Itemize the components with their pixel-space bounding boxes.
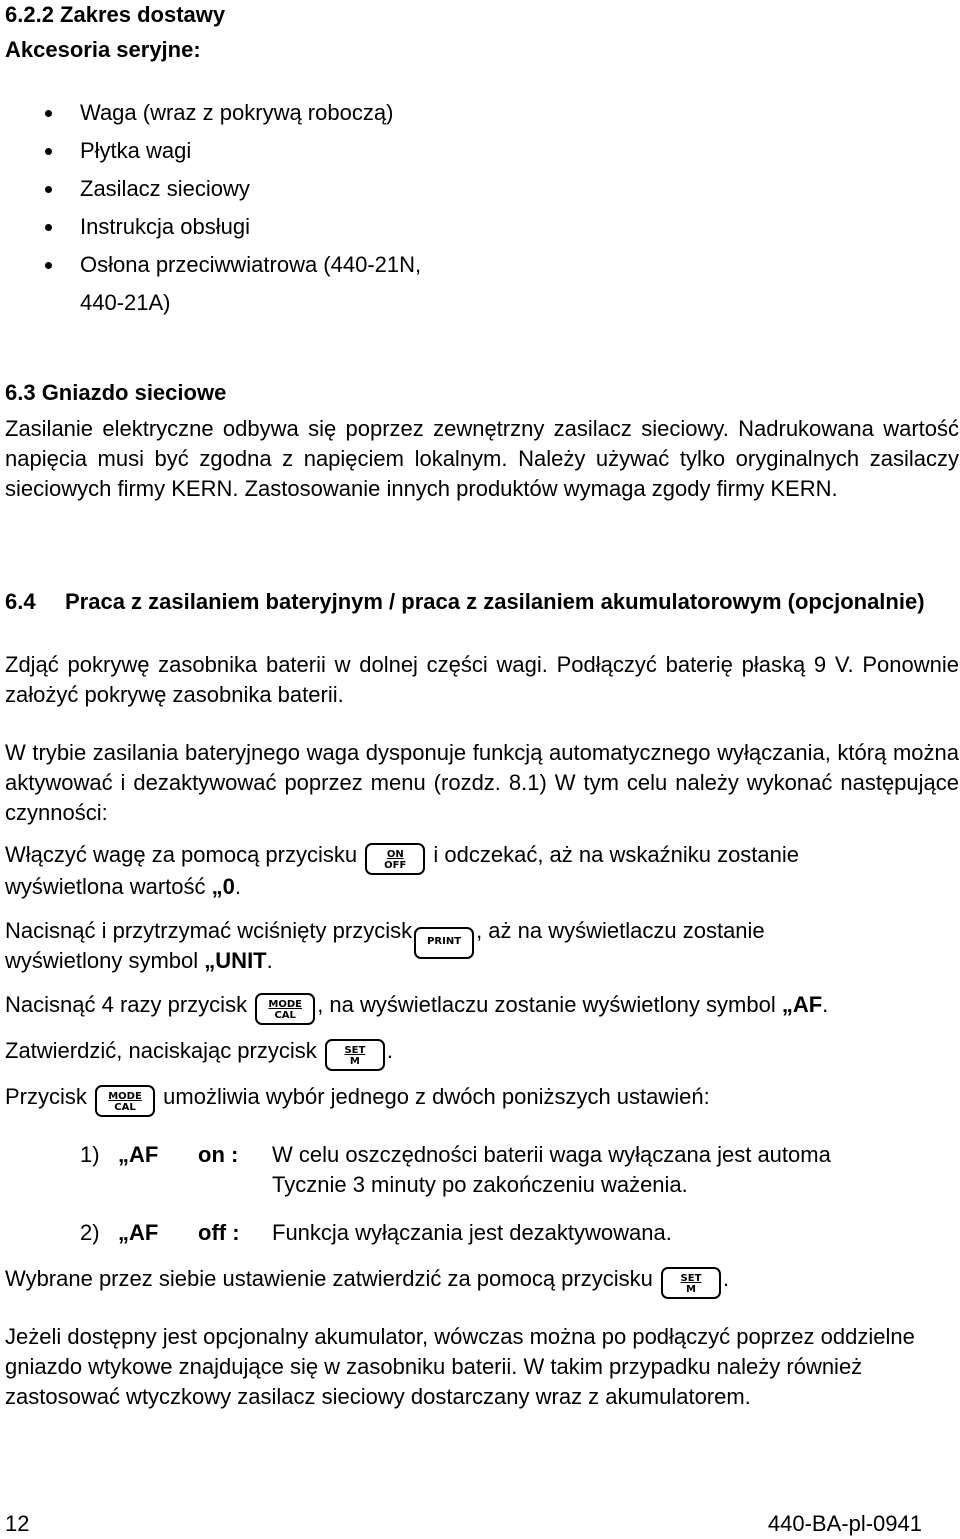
section-64-para2: W trybie zasilania bateryjnego waga dysponuje funkcją automatycznego wyłączania, którą można aktywować i dezaktywować poprzez menu (rozdz. 8.1) W tym celu należy wykonać następujące czynności: — [5, 740, 959, 825]
step-2-text: Nacisnąć i przytrzymać wciśnięty przycisk — [5, 918, 413, 943]
step-4-text: Zatwierdzić, naciskając przycisk — [5, 1038, 317, 1063]
step-5-text: Przycisk — [5, 1084, 87, 1109]
mode-cal-key-icon: MODE CAL — [255, 993, 315, 1025]
page-number: 12 — [5, 1511, 30, 1536]
zero-symbol: „0 — [211, 874, 235, 899]
list-item: Instrukcja obsługi — [0, 208, 421, 246]
section-64-para1: Zdjąć pokrywę zasobnika baterii w dolnej części wagi. Podłączyć baterię płaską 9 V. Ponownie założyć pokrywę zasobnika baterii. — [5, 652, 959, 707]
step-3-text-after: , na wyświetlaczu zostanie wyświetlony symbol — [317, 992, 776, 1017]
step-2-line2: wyświetlony symbol „UNIT. — [5, 948, 273, 973]
unit-symbol: „UNIT — [204, 948, 267, 973]
confirm-text: Wybrane przez siebie ustawienie zatwierdzić za pomocą przycisku — [5, 1266, 653, 1291]
af-symbol: „AF — [781, 992, 823, 1017]
section-622-title: 6.2.2 Zakres dostawy — [5, 2, 226, 27]
list-item: Zasilacz sieciowy — [0, 170, 421, 208]
step-4-line: Zatwierdzić, naciskając przycisk SET M . — [5, 1036, 393, 1071]
list-item: Płytka wagi — [0, 132, 421, 170]
step-3-line: Nacisnąć 4 razy przycisk MODE CAL , na wyświetlaczu zostanie wyświetlony symbol „AF. — [5, 990, 828, 1025]
section-64-number: 6.4 — [5, 589, 36, 614]
print-key-icon: PRINT — [414, 927, 474, 959]
step-1-line2: wyświetlona wartość „0. — [5, 874, 242, 899]
step-5-line — [5, 1082, 710, 1117]
section-63-text: Zasilanie elektryczne odbywa się poprzez zewnętrzny zasilacz sieciowy. Nadrukowana wartość napięcia musi być zgodna z napięciem lokalnym. Należy używać tylko oryginalnych zasilaczy sieciowych firmy KERN. Zastosowanie innych produktów wymaga zgody firmy KERN. — [5, 416, 959, 501]
list-item: 1) „AF on : W celu oszczędności baterii waga wyłączana jest automa Tycznie 3 minuty po zakończeniu ważenia. — [80, 1142, 831, 1197]
step-5-text-after: umożliwia wybór jednego z dwóch poniższych ustawień: — [163, 1084, 710, 1109]
accessories-list — [0, 94, 421, 322]
section-622-subtitle: Akcesoria seryjne: — [5, 37, 201, 62]
step-3-text: Nacisnąć 4 razy przycisk — [5, 992, 248, 1017]
document-id: 440-BA-pl-0941 — [767, 1511, 922, 1536]
set-m-key-icon: SET M — [661, 1267, 721, 1299]
confirm-line: Wybrane przez siebie ustawienie zatwierdzić za pomocą przycisku SET M . — [5, 1264, 729, 1299]
section-64-final-para: Jeżeli dostępny jest opcjonalny akumulator, wówczas można po podłączyć poprzez oddzielne gniazdo wtykowe znajdujące się w zasobniku baterii. W takim przypadku należy również zastosować wtyczkowy zasilacz sieciowy dostarczany wraz z akumulatorem. — [5, 1324, 915, 1409]
step-1-text: Włączyć wagę za pomocą przycisku — [5, 842, 358, 867]
section-63-title: 6.3 Gniazdo sieciowe — [5, 380, 227, 405]
step-1-text-after: i odczekać, aż na wskaźniku zostanie — [433, 842, 800, 867]
section-64-heading — [5, 587, 960, 617]
list-item: Waga (wraz z pokrywą roboczą) — [0, 94, 421, 132]
mode-cal-key-icon: MODE CAL — [95, 1085, 155, 1117]
on-off-key-icon: ON OFF — [365, 843, 425, 875]
step-2-text-after: , aż na wyświetlaczu zostanie — [476, 918, 765, 943]
set-m-key-icon: SET M — [325, 1039, 385, 1071]
list-item: Osłona przeciwwiatrowa (440-21N, — [0, 246, 421, 284]
list-item-continuation: 440-21A) — [80, 290, 171, 315]
section-64-title: Praca z zasilaniem bateryjnym / praca z zasilaniem akumulatorowym (opcjonalnie) — [65, 589, 925, 614]
step-1-line — [5, 840, 799, 875]
